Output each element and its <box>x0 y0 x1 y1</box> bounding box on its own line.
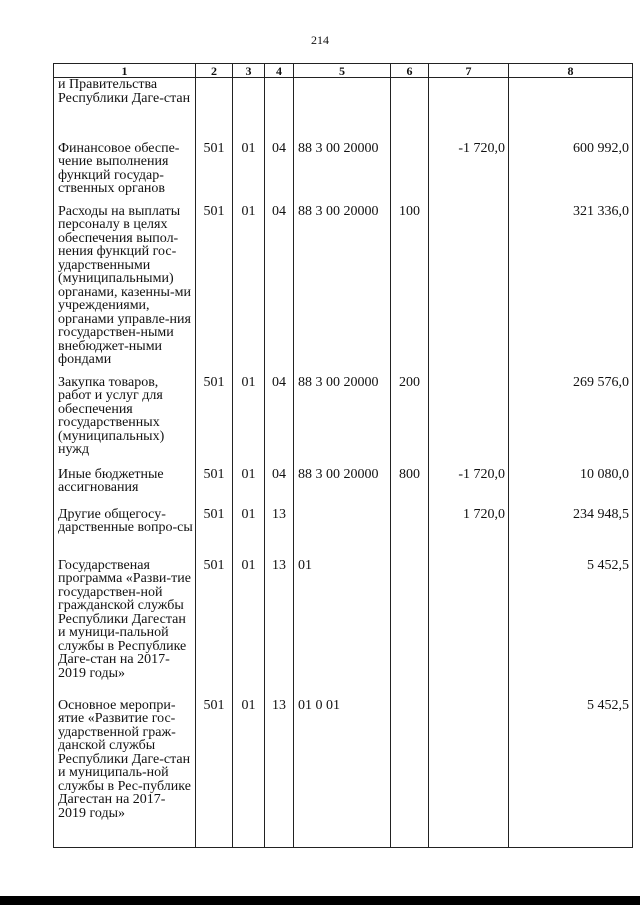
col-header-7: 7 <box>429 64 509 78</box>
cell-ministry-code: 501 <box>196 205 233 376</box>
row-name: и Правительства Республики Даге-стан <box>54 78 196 142</box>
cell-section <box>233 78 265 142</box>
col-header-4: 4 <box>265 64 294 78</box>
row-name: Финансовое обеспе-чение выполнения функций государ-ственных органов <box>54 142 196 205</box>
cell-change <box>429 78 509 142</box>
scan-edge-bar <box>0 896 640 905</box>
cell-expense-type <box>391 508 429 559</box>
cell-ministry-code: 501 <box>196 468 233 508</box>
cell-amount: 10 080,0 <box>509 468 633 508</box>
table-row <box>54 699 633 848</box>
row-name: Закупка товаров, работ и услуг для обеспечения государственных (муниципальных) нужд <box>54 376 196 468</box>
cell-change: 1 720,0 <box>429 508 509 559</box>
budget-table <box>53 63 633 848</box>
row-name: Расходы на выплаты персоналу в целях обеспечения выпол-нения функций гос-ударственными (муниципальными) органами, казенны-ми учреждениями, органами управле-ния государствен-ными внебюджет-ными фондами <box>54 205 196 376</box>
cell-ministry-code <box>196 78 233 142</box>
cell-ministry-code: 501 <box>196 699 233 848</box>
cell-change <box>429 559 509 699</box>
cell-amount: 5 452,5 <box>509 699 633 848</box>
cell-ministry-code: 501 <box>196 508 233 559</box>
cell-subsection: 04 <box>265 142 294 205</box>
col-header-2: 2 <box>196 64 233 78</box>
cell-expense-type <box>391 142 429 205</box>
cell-amount: 269 576,0 <box>509 376 633 468</box>
cell-section: 01 <box>233 376 265 468</box>
cell-section: 01 <box>233 468 265 508</box>
cell-expense-type: 800 <box>391 468 429 508</box>
cell-change <box>429 376 509 468</box>
col-header-3: 3 <box>233 64 265 78</box>
cell-ministry-code: 501 <box>196 559 233 699</box>
cell-expense-type: 200 <box>391 376 429 468</box>
cell-section: 01 <box>233 205 265 376</box>
cell-change <box>429 699 509 848</box>
cell-section: 01 <box>233 508 265 559</box>
table-row <box>54 468 633 508</box>
cell-subsection: 04 <box>265 205 294 376</box>
col-header-1: 1 <box>54 64 196 78</box>
cell-target-article: 88 3 00 20000 <box>294 142 391 205</box>
cell-target-article: 01 0 01 <box>294 699 391 848</box>
cell-expense-type <box>391 78 429 142</box>
row-name: Иные бюджетные ассигнования <box>54 468 196 508</box>
cell-subsection: 04 <box>265 376 294 468</box>
page-number: 214 <box>311 33 329 47</box>
cell-amount: 234 948,5 <box>509 508 633 559</box>
cell-subsection: 13 <box>265 508 294 559</box>
cell-section: 01 <box>233 699 265 848</box>
cell-amount: 5 452,5 <box>509 559 633 699</box>
cell-target-article <box>294 78 391 142</box>
cell-ministry-code: 501 <box>196 376 233 468</box>
cell-change: -1 720,0 <box>429 468 509 508</box>
cell-amount: 600 992,0 <box>509 142 633 205</box>
cell-target-article: 88 3 00 20000 <box>294 205 391 376</box>
col-header-8: 8 <box>509 64 633 78</box>
cell-subsection: 13 <box>265 699 294 848</box>
cell-subsection <box>265 78 294 142</box>
cell-target-article: 01 <box>294 559 391 699</box>
table-row <box>54 205 633 376</box>
table-header-row <box>54 64 633 78</box>
table-row <box>54 559 633 699</box>
cell-change <box>429 205 509 376</box>
cell-expense-type <box>391 699 429 848</box>
cell-target-article: 88 3 00 20000 <box>294 468 391 508</box>
row-name: Другие общегосу-дарственные вопро-сы <box>54 508 196 559</box>
cell-section: 01 <box>233 559 265 699</box>
cell-expense-type: 100 <box>391 205 429 376</box>
row-name: Основное меропри-ятие «Развитие гос-ударственной граж-данской службы Республики Даге-стан и муниципаль-ной службы в Рес-публике Дагестан на 2017-2019 годы» <box>54 699 196 848</box>
row-name: Государственая программа «Разви-тие государствен-ной гражданской службы Республики Дагестан и муници-пальной службы в Республике Даге-стан на 2017-2019 годы» <box>54 559 196 699</box>
cell-subsection: 04 <box>265 468 294 508</box>
table-row <box>54 376 633 468</box>
table-row <box>54 142 633 205</box>
cell-target-article <box>294 508 391 559</box>
cell-subsection: 13 <box>265 559 294 699</box>
cell-ministry-code: 501 <box>196 142 233 205</box>
table-row <box>54 508 633 559</box>
cell-section: 01 <box>233 142 265 205</box>
col-header-6: 6 <box>391 64 429 78</box>
col-header-5: 5 <box>294 64 391 78</box>
table-row <box>54 78 633 142</box>
cell-change: -1 720,0 <box>429 142 509 205</box>
cell-expense-type <box>391 559 429 699</box>
cell-amount <box>509 78 633 142</box>
cell-target-article: 88 3 00 20000 <box>294 376 391 468</box>
cell-amount: 321 336,0 <box>509 205 633 376</box>
